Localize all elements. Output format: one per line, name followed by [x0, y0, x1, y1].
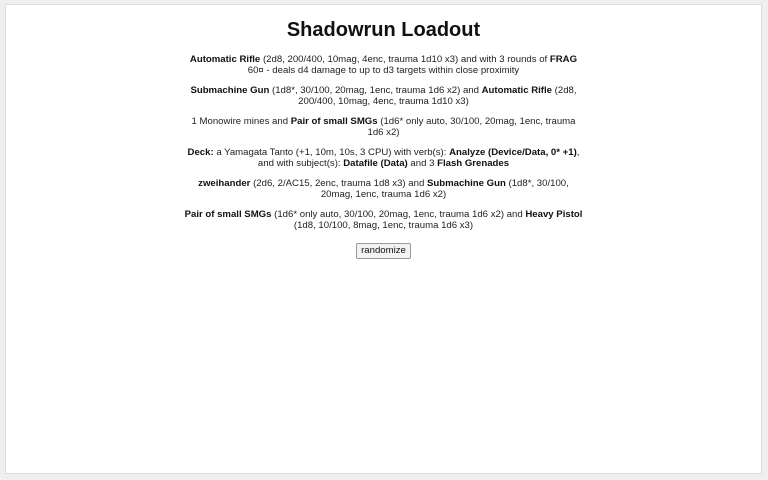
loadout-entry: [184, 85, 584, 107]
weapon-name: Pair of small SMGs: [290, 116, 378, 127]
connector-text: and 3: [407, 158, 438, 169]
page-content: [184, 18, 584, 259]
randomize-button[interactable]: randomize: [356, 243, 411, 259]
weapon-name: Heavy Pistol: [525, 209, 583, 220]
loadout-entry: [184, 147, 584, 169]
loadout-entry: [184, 54, 584, 76]
weapon-stats: (1d8*, 30/100, 20mag, 1enc, trauma 1d6 x2) and: [269, 85, 482, 96]
weapon-stats: (1d8*, 30/100, 20mag, 1enc, trauma 1d6 x2): [320, 178, 569, 200]
weapon-stats: (1d8, 10/100, 8mag, 1enc, trauma 1d6 x3): [293, 220, 474, 231]
actions-row: [184, 240, 584, 259]
subject-name: Datafile (Data): [343, 158, 408, 169]
weapon-name: Submachine Gun: [426, 178, 506, 189]
loadout-entry: [184, 209, 584, 231]
weapon-stats: (1d6* only auto, 30/100, 20mag, 1enc, trauma 1d6 x2): [367, 116, 576, 138]
connector-text: , and with subject(s):: [257, 147, 580, 169]
verb-name: Analyze (Device/Data, 0* +1): [449, 147, 577, 158]
deck-description: a Yamagata Tanto (+1, 10m, 10s, 3 CPU) with verb(s):: [213, 147, 450, 158]
weapon-name: Submachine Gun: [190, 85, 270, 96]
weapon-stats: (2d8, 200/400, 10mag, 4enc, trauma 1d10 x3) and with 3 rounds of: [260, 54, 550, 65]
item-name: Flash Grenades: [437, 158, 510, 169]
weapon-stats: (2d8, 200/400, 10mag, 4enc, trauma 1d10 x3): [298, 85, 577, 107]
weapon-name: Pair of small SMGs: [184, 209, 272, 220]
page-frame: [5, 4, 762, 474]
loadout-entry: [184, 116, 584, 138]
item-description: 1 Monowire mines and: [191, 116, 291, 127]
item-description: 60¤ - deals d4 damage to up to d3 targets within close proximity: [247, 65, 520, 76]
weapon-stats: (1d6* only auto, 30/100, 20mag, 1enc, trauma 1d6 x2) and: [271, 209, 526, 220]
item-name: FRAG: [549, 54, 578, 65]
page-title: Shadowrun Loadout: [286, 19, 481, 41]
weapon-name: Automatic Rifle: [189, 54, 261, 65]
weapon-name: Automatic Rifle: [481, 85, 552, 96]
weapon-stats: (2d6, 2/AC15, 2enc, trauma 1d8 x3) and: [250, 178, 427, 189]
deck-label: Deck:: [187, 147, 214, 158]
loadout-entry: [184, 178, 584, 200]
weapon-name: zweihander: [198, 178, 251, 189]
